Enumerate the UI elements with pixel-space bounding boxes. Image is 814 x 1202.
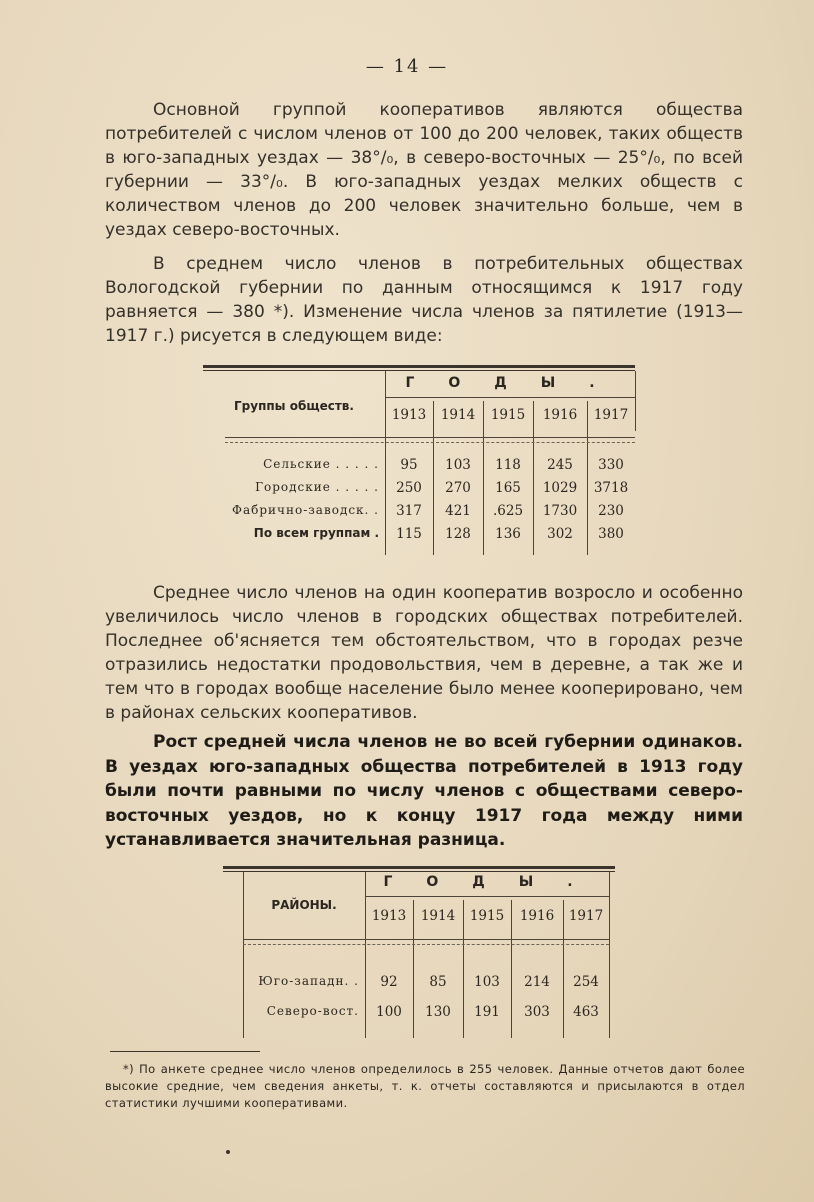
- table2-cell: 191: [474, 1004, 500, 1020]
- table1-year: 1916: [542, 407, 578, 423]
- table2-cell: 130: [425, 1004, 451, 1020]
- table2-cell: 100: [376, 1004, 402, 1020]
- table2-cell: 303: [524, 1004, 550, 1020]
- table2-cell: 103: [474, 974, 500, 990]
- table1-cell: 230: [598, 503, 624, 519]
- table2-year: 1917: [568, 908, 604, 924]
- paragraph-1: Основной группой кооперативов являются общества потребителей с числом членов от 100 до 200 человек, таких обществ в юго-западных уездах — 38°/₀, в северо-восточных — 25°/₀, по всей губернии — 33°/₀. В юго-западных уездах мелких обществ с количеством членов до 200 человек значительно больше, чем в уездах северо-восточных.: [105, 100, 743, 240]
- table1-cell: 421: [445, 503, 471, 519]
- table2-row-label: Юго-западн. .: [258, 974, 359, 988]
- table1-cell: 317: [396, 503, 422, 519]
- table1-cell: 136: [495, 526, 521, 542]
- footnote-divider: [110, 1051, 260, 1052]
- table2-cell: 214: [524, 974, 550, 990]
- table1-cell: 165: [495, 480, 521, 496]
- table1-header-label: Группы обществ.: [234, 399, 354, 413]
- table2-year: 1913: [371, 908, 407, 924]
- table2-cell: 254: [573, 974, 599, 990]
- table1-cell: 118: [495, 457, 521, 473]
- table1-year: 1915: [490, 407, 526, 423]
- table1-cell: 103: [445, 457, 471, 473]
- table1-cell: .625: [492, 503, 524, 519]
- footnote: *) По анкете среднее число членов определилось в 255 человек. Данные отчетов дают более высокие средние, чем сведения анкеты, т. к. отчеты составляются и присылаются в отдел статистики лучшими кооперативами.: [105, 1062, 745, 1110]
- table2-row-label: Северо-вост.: [266, 1004, 359, 1018]
- table2-years-header: ГОДЫ.: [383, 874, 607, 890]
- table1-cell: 128: [445, 526, 471, 542]
- table1-cell: 3718: [593, 480, 629, 496]
- table2-cell: 463: [573, 1004, 599, 1020]
- table2-year: 1916: [519, 908, 555, 924]
- page-number: — 14 —: [365, 56, 449, 77]
- table1-cell: 1730: [542, 503, 578, 519]
- table2-header-label: РАЙОНЫ.: [271, 898, 337, 912]
- table1-year: 1917: [593, 407, 629, 423]
- members-by-group-table: [203, 365, 635, 555]
- paragraph-3: Среднее число членов на один кооператив возросло и особенно увеличилось число членов в городских обществах потребителей. Последнее об'ясняется тем обстоятельством, что в городах резче отразились недостатки продовольствия, чем в деревне, а так же и тем что в городах вообще население было менее кооперировано, чем в районах сельских кооперативов.: [105, 583, 743, 723]
- table1-row-label: Фабрично-заводск. .: [232, 503, 379, 517]
- ink-dot: [226, 1150, 230, 1154]
- paragraph-2: В среднем число членов в потребительных обществах Вологодской губернии по данным относящимся к 1917 году равняется — 380 *). Изменение числа членов за пятилетие (1913—1917 г.) рисуется в следующем виде:: [105, 254, 743, 346]
- table1-cell: 270: [445, 480, 471, 496]
- table1-cell: 250: [396, 480, 422, 496]
- table2-cell: 92: [380, 974, 398, 990]
- table1-cell: 1029: [542, 480, 578, 496]
- table1-year: 1914: [440, 407, 476, 423]
- table2-cell: 85: [429, 974, 447, 990]
- table2-year: 1914: [420, 908, 456, 924]
- table1-row-label: Сельские . . . . .: [263, 457, 379, 471]
- members-by-region-table: [223, 866, 615, 1038]
- table1-cell: 115: [396, 526, 422, 542]
- table1-cell: 380: [598, 526, 624, 542]
- table1-total-label: По всем группам .: [253, 526, 379, 540]
- table1-cell: 302: [547, 526, 573, 542]
- table2-year: 1915: [469, 908, 505, 924]
- table1-cell: 330: [598, 457, 624, 473]
- table1-row-label: Городские . . . . .: [255, 480, 379, 494]
- table1-cell: 245: [547, 457, 573, 473]
- table1-cell: 95: [400, 457, 418, 473]
- table1-years-header: ГОДЫ.: [405, 375, 629, 391]
- table1-year: 1913: [391, 407, 427, 423]
- paragraph-4: Рост средней числа членов не во всей губернии одинаков. В уездах юго-западных общества потребителей в 1913 году были почти равными по числу членов с обществами северо-восточных уездов, но к концу 1917 года между ними устанавливается значительная разница.: [105, 732, 743, 850]
